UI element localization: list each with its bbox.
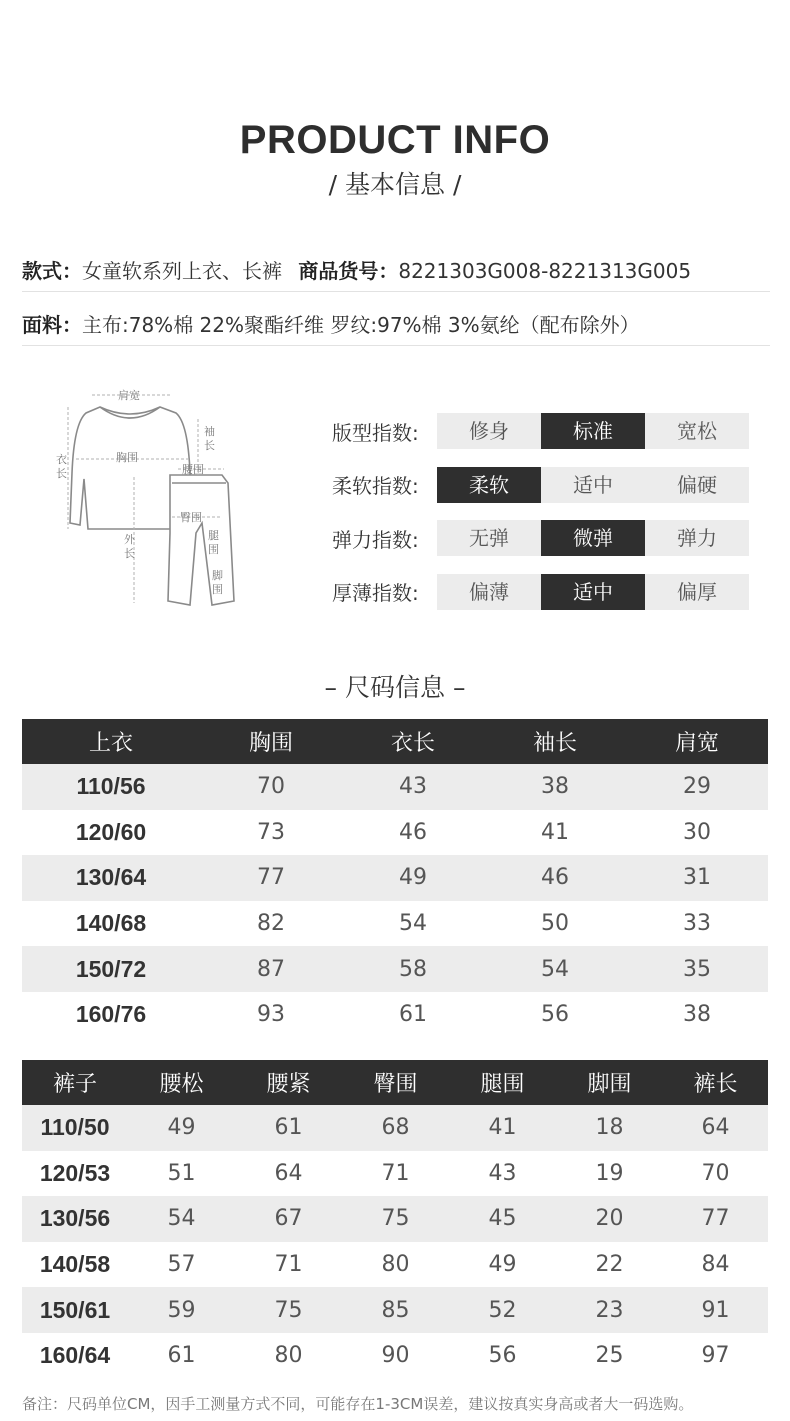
measure-cell: 57 bbox=[167, 1252, 196, 1278]
index-row bbox=[332, 467, 749, 503]
table-row bbox=[22, 1242, 768, 1288]
measure-cell: 46 bbox=[399, 819, 427, 845]
measure-cell: 59 bbox=[128, 1287, 235, 1333]
measure-cell: 46 bbox=[484, 855, 626, 901]
measure-cell: 90 bbox=[381, 1343, 410, 1369]
length-text-2: 长 bbox=[56, 467, 67, 480]
fabric-line bbox=[22, 305, 770, 346]
measure-cell: 75 bbox=[342, 1196, 449, 1242]
measure-cell: 35 bbox=[626, 946, 768, 992]
table-row bbox=[22, 901, 768, 947]
measure-cell: 97 bbox=[701, 1343, 730, 1369]
column-header: 臀围 bbox=[342, 1060, 449, 1105]
measure-cell: 38 bbox=[484, 764, 626, 810]
measure-cell: 54 bbox=[399, 911, 427, 937]
index-option-selected: 适中 bbox=[541, 574, 645, 610]
measure-cell: 56 bbox=[541, 1002, 569, 1028]
thigh-text-1: 腿 bbox=[208, 529, 219, 542]
measure-cell: 50 bbox=[541, 911, 569, 937]
measure-cell: 61 bbox=[167, 1343, 196, 1369]
index-label: 弹力指数: bbox=[332, 527, 419, 552]
table-row bbox=[22, 855, 768, 901]
table-header-row bbox=[22, 719, 768, 764]
chest-text: 胸围 bbox=[116, 451, 138, 464]
measure-cell: 56 bbox=[488, 1343, 517, 1369]
size-cell: 150/61 bbox=[22, 1287, 128, 1333]
measure-cell: 38 bbox=[683, 1002, 711, 1028]
table-header-row bbox=[22, 1060, 768, 1105]
size-cell: 130/56 bbox=[22, 1196, 128, 1242]
size-cell: 140/68 bbox=[75, 910, 147, 937]
table-row bbox=[22, 946, 768, 992]
top-size-table bbox=[22, 719, 768, 1038]
index-option: 修身 bbox=[437, 413, 541, 449]
index-label: 柔软指数: bbox=[332, 474, 419, 498]
measure-cell: 18 bbox=[556, 1105, 663, 1151]
length-text-1: 衣 bbox=[56, 453, 67, 466]
page-title: PRODUCT INFO bbox=[239, 118, 551, 162]
measure-cell: 73 bbox=[257, 819, 285, 845]
measure-cell: 49 bbox=[488, 1252, 517, 1278]
measure-cell: 82 bbox=[257, 911, 285, 937]
column-header: 脚围 bbox=[556, 1060, 663, 1105]
outer-length-text-2: 长 bbox=[124, 547, 135, 560]
pants-size-table bbox=[22, 1060, 768, 1379]
column-header: 裤子 bbox=[22, 1060, 128, 1105]
measure-cell: 33 bbox=[683, 911, 711, 937]
column-header: 胸围 bbox=[200, 719, 342, 764]
sleeve-text-2: 长 bbox=[204, 439, 215, 452]
measure-cell: 51 bbox=[167, 1160, 196, 1186]
index-option-selected: 标准 bbox=[541, 413, 645, 449]
measure-cell: 64 bbox=[274, 1160, 303, 1186]
measure-cell: 41 bbox=[541, 819, 569, 845]
measure-cell: 71 bbox=[381, 1160, 410, 1186]
table-row bbox=[22, 1196, 768, 1242]
measure-cell: 70 bbox=[701, 1160, 730, 1186]
sleeve-text-1: 袖 bbox=[204, 425, 215, 438]
size-cell: 120/60 bbox=[75, 818, 147, 845]
size-section-title: – 尺码信息 – bbox=[324, 673, 466, 702]
index-option: 偏硬 bbox=[645, 467, 749, 503]
size-note: 备注：尺码单位CM，因手工测量方式不同，可能存在1-3CM误差，建议按真实身高或者大一码选购。 bbox=[22, 1395, 694, 1413]
column-header: 上衣 bbox=[22, 719, 200, 764]
size-cell: 150/72 bbox=[22, 946, 200, 992]
measure-cell: 93 bbox=[257, 1002, 285, 1028]
measure-cell: 91 bbox=[663, 1287, 768, 1333]
ankle-text-2: 围 bbox=[212, 583, 223, 596]
fabric-label: 面料： bbox=[22, 313, 82, 337]
index-row bbox=[332, 520, 749, 556]
measure-cell: 80 bbox=[381, 1252, 410, 1278]
style-value: 女童软系列上衣、长裤 bbox=[82, 259, 282, 283]
index-option: 偏厚 bbox=[645, 574, 749, 610]
measure-cell: 45 bbox=[449, 1196, 556, 1242]
measure-cell: 67 bbox=[235, 1196, 342, 1242]
measure-cell: 43 bbox=[342, 764, 484, 810]
measure-cell: 52 bbox=[449, 1287, 556, 1333]
index-label: 版型指数: bbox=[332, 420, 419, 445]
measure-cell: 77 bbox=[200, 855, 342, 901]
measure-cell: 49 bbox=[342, 855, 484, 901]
pants-outline bbox=[168, 475, 234, 605]
measure-cell: 25 bbox=[595, 1343, 624, 1369]
table-row bbox=[22, 992, 768, 1038]
measure-cell: 49 bbox=[128, 1105, 235, 1151]
index-option: 宽松 bbox=[645, 413, 749, 449]
column-header: 腿围 bbox=[449, 1060, 556, 1105]
column-header: 腰松 bbox=[128, 1060, 235, 1105]
measure-cell: 75 bbox=[235, 1287, 342, 1333]
measure-cell: 85 bbox=[342, 1287, 449, 1333]
column-header: 腰紧 bbox=[235, 1060, 342, 1105]
size-cell: 130/64 bbox=[22, 855, 200, 901]
page-subtitle: / 基本信息 / bbox=[328, 170, 462, 199]
sku-label: 商品货号： bbox=[298, 259, 399, 283]
index-row bbox=[332, 413, 749, 449]
size-cell: 160/64 bbox=[39, 1342, 111, 1369]
index-option: 弹力 bbox=[645, 520, 749, 556]
index-option: 适中 bbox=[541, 467, 645, 503]
size-cell: 140/58 bbox=[39, 1251, 111, 1278]
measure-cell: 23 bbox=[556, 1287, 663, 1333]
measure-cell: 19 bbox=[595, 1160, 624, 1186]
table-row bbox=[22, 1151, 768, 1197]
shoulder-text: 肩宽 bbox=[118, 389, 140, 402]
column-header: 肩宽 bbox=[626, 719, 768, 764]
column-header: 裤长 bbox=[663, 1060, 768, 1105]
waist-text: 腰围 bbox=[182, 463, 204, 476]
index-option: 无弹 bbox=[437, 520, 541, 556]
measure-cell: 54 bbox=[484, 946, 626, 992]
measure-cell: 64 bbox=[663, 1105, 768, 1151]
index-row bbox=[332, 574, 749, 610]
measure-cell: 87 bbox=[200, 946, 342, 992]
measure-cell: 68 bbox=[342, 1105, 449, 1151]
measure-cell: 43 bbox=[488, 1160, 517, 1186]
index-label: 厚薄指数: bbox=[332, 581, 419, 605]
index-option-selected: 柔软 bbox=[437, 467, 541, 503]
measure-cell: 71 bbox=[274, 1252, 303, 1278]
measure-cell: 29 bbox=[626, 764, 768, 810]
measure-cell: 54 bbox=[128, 1196, 235, 1242]
table-row bbox=[22, 764, 768, 810]
measure-cell: 84 bbox=[701, 1252, 730, 1278]
table-row bbox=[22, 810, 768, 856]
style-line bbox=[22, 251, 770, 292]
measure-cell: 22 bbox=[595, 1252, 624, 1278]
size-cell: 120/53 bbox=[39, 1159, 111, 1186]
fabric-value: 主布:78%棉 22%聚酯纤维 罗纹:97%棉 3%氨纶（配布除外） bbox=[82, 313, 640, 337]
index-option-selected: 微弹 bbox=[541, 520, 645, 556]
hip-text: 臀围 bbox=[180, 511, 202, 524]
table-row bbox=[22, 1105, 768, 1151]
sku-value: 8221303G008-8221313G005 bbox=[398, 259, 692, 283]
measure-cell: 61 bbox=[399, 1002, 427, 1028]
column-header: 衣长 bbox=[342, 719, 484, 764]
column-header: 袖长 bbox=[484, 719, 626, 764]
table-row bbox=[22, 1333, 768, 1379]
measure-cell: 70 bbox=[200, 764, 342, 810]
measure-cell: 80 bbox=[274, 1343, 303, 1369]
measure-cell: 31 bbox=[626, 855, 768, 901]
style-label: 款式： bbox=[22, 259, 82, 283]
garment-measure-diagram bbox=[52, 383, 242, 615]
thigh-text-2: 围 bbox=[208, 543, 219, 556]
ankle-text-1: 脚 bbox=[212, 569, 223, 582]
index-option: 偏薄 bbox=[437, 574, 541, 610]
measure-cell: 20 bbox=[556, 1196, 663, 1242]
table-row bbox=[22, 1287, 768, 1333]
measure-cell: 58 bbox=[342, 946, 484, 992]
size-cell: 110/56 bbox=[22, 764, 200, 810]
measure-cell: 77 bbox=[663, 1196, 768, 1242]
measure-cell: 61 bbox=[235, 1105, 342, 1151]
measure-cell: 30 bbox=[683, 819, 711, 845]
measure-cell: 41 bbox=[449, 1105, 556, 1151]
size-cell: 160/76 bbox=[75, 1001, 147, 1028]
outer-length-text-1: 外 bbox=[124, 533, 135, 546]
size-cell: 110/50 bbox=[22, 1105, 128, 1151]
